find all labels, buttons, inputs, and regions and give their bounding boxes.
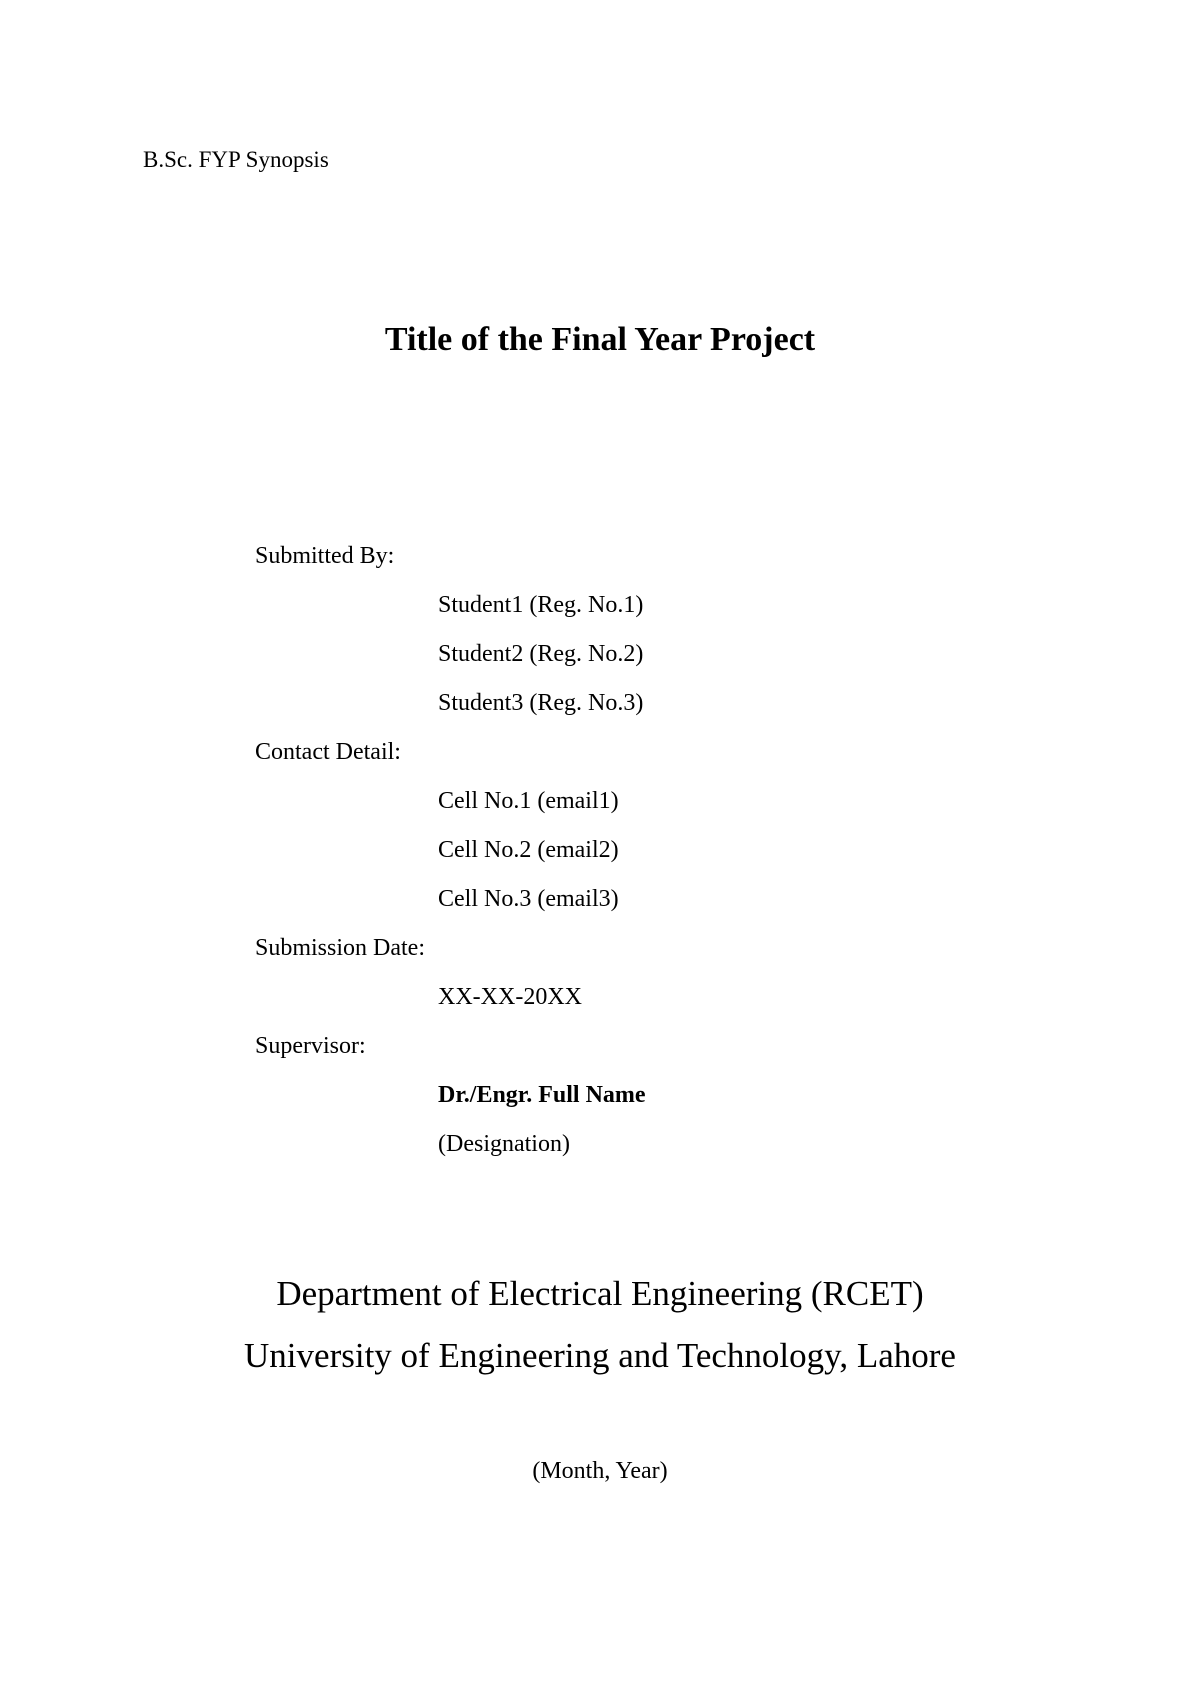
supervisor-name-row <box>255 1071 1055 1120</box>
student-3: Student3 (Reg. No.3) <box>438 690 644 716</box>
contact-3: Cell No.3 (email3) <box>438 886 619 912</box>
contact-detail-label: Contact Detail: <box>255 739 401 765</box>
document-title: Title of the Final Year Project <box>384 321 816 358</box>
submission-date-value: XX-XX-20XX <box>438 984 582 1010</box>
student-2: Student2 (Reg. No.2) <box>438 641 644 667</box>
submitted-by-label: Submitted By: <box>255 543 395 569</box>
month-year: (Month, Year) <box>532 1458 668 1484</box>
supervisor-designation: (Designation) <box>438 1131 570 1157</box>
student-1: Student1 (Reg. No.1) <box>438 592 644 618</box>
department-name: Department of Electrical Engineering (RCET) <box>276 1274 924 1313</box>
supervisor-label: Supervisor: <box>255 1033 366 1059</box>
contact-1: Cell No.1 (email1) <box>438 788 619 814</box>
details-section <box>255 532 1055 1169</box>
university-name: University of Engineering and Technology, Lahore <box>244 1336 956 1375</box>
supervisor-name: Dr./Engr. Full Name <box>438 1082 646 1108</box>
institution-block <box>0 1263 1200 1387</box>
submission-date-label: Submission Date: <box>255 935 426 961</box>
header-note: B.Sc. FYP Synopsis <box>143 147 329 172</box>
contact-2: Cell No.2 (email2) <box>438 837 619 863</box>
